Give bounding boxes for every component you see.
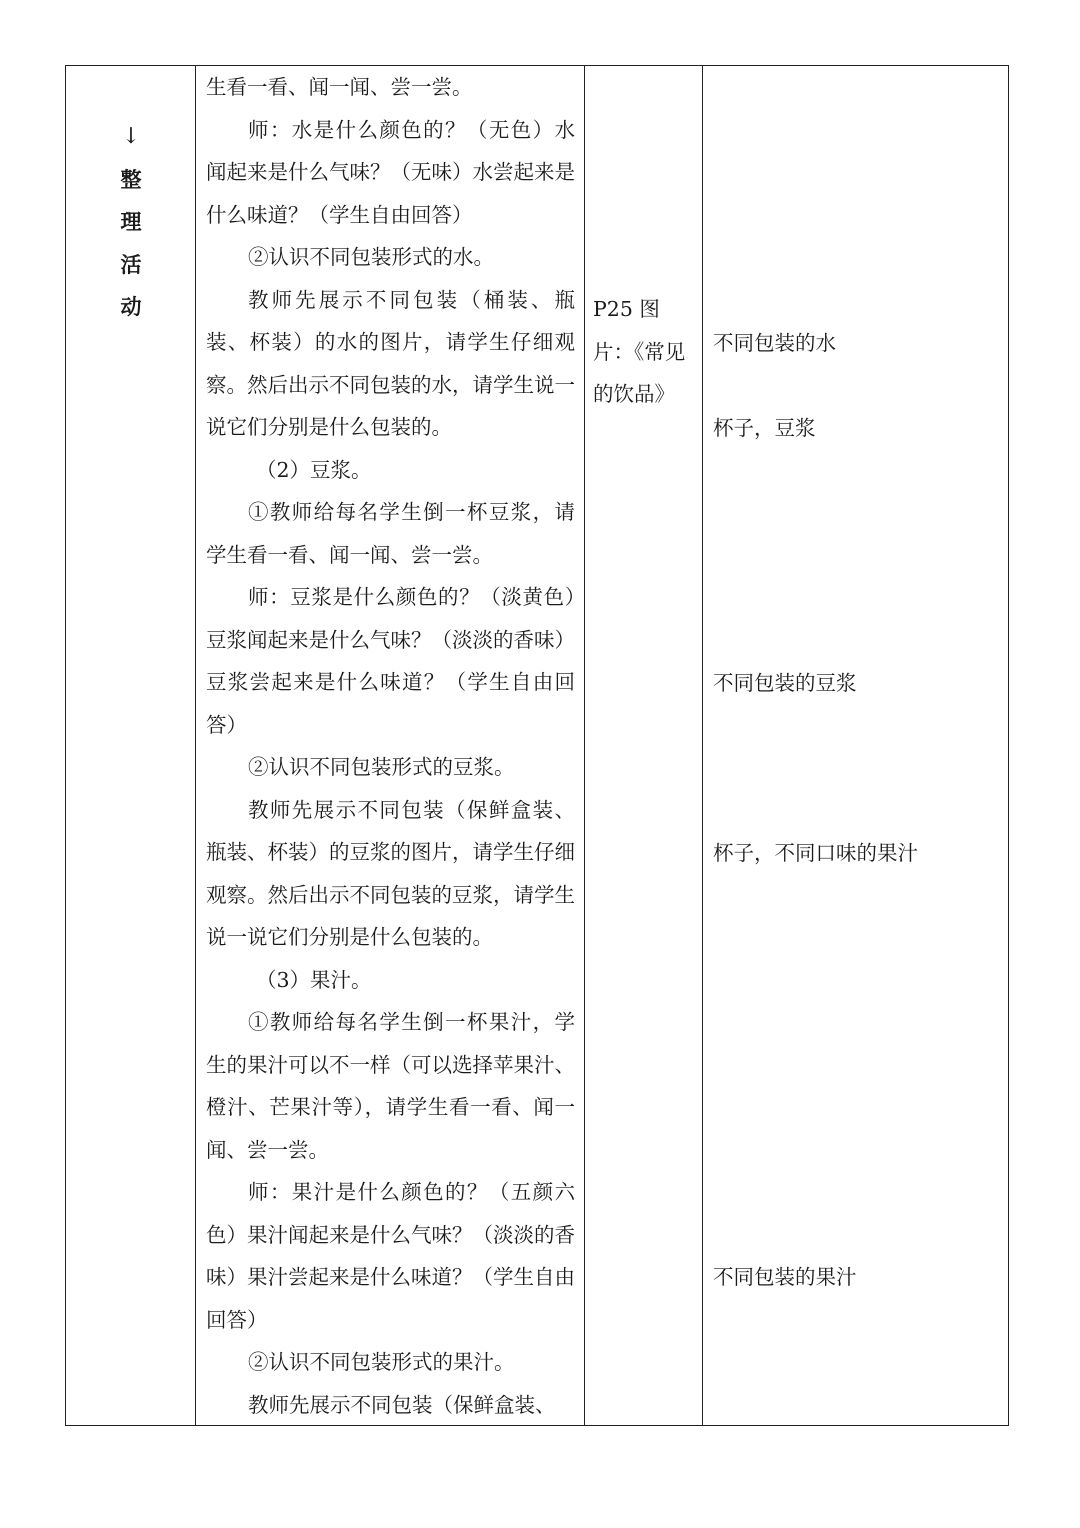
activity-text: [206, 66, 575, 1426]
down-arrow-icon: ↓: [121, 124, 141, 149]
stage-char: 理: [120, 209, 142, 234]
stage-char: 活: [120, 251, 142, 277]
paragraph: ①教师给每名学生倒一杯果汁，学生的果汁可以不一样（可以选择苹果汁、橙汁、芒果汁等），请学生看一看、闻一闻、尝一尝。: [206, 1010, 575, 1162]
resource-column: [585, 66, 703, 1425]
prep-item: 杯子，不同口味的果汁: [713, 841, 918, 865]
preparation-column: [703, 66, 1010, 1425]
prep-item: 杯子，豆浆: [713, 416, 816, 440]
paragraph: 教师先展示不同包装（保鲜盒装、: [248, 1392, 556, 1417]
lesson-plan-table: [65, 65, 1009, 1426]
paragraph: （2）豆浆。: [256, 457, 372, 482]
resource-text: P25 图片：《常见的饮品》: [593, 297, 686, 406]
prep-item: 不同包装的水: [713, 331, 836, 355]
stage-column: [66, 66, 196, 1425]
paragraph: 教师先展示不同包装（保鲜盒装、瓶装、杯装）的豆浆的图片，请学生仔细观察。然后出示不同包装的豆浆，请学生说一说它们分别是什么包装的。: [206, 797, 575, 949]
paragraph: ②认识不同包装形式的豆浆。: [248, 755, 515, 779]
prep-item: 不同包装的豆浆: [713, 671, 857, 695]
paragraph: ②认识不同包装形式的果汁。: [248, 1350, 515, 1374]
paragraph: 生看一看、闻一闻、尝一尝。: [206, 75, 473, 99]
paragraph: ①教师给每名学生倒一杯豆浆，请学生看一看、闻一闻、尝一尝。: [206, 500, 575, 567]
paragraph: 教师先展示不同包装（桶装、瓶装、杯装）的水的图片，请学生仔细观察。然后出示不同包装的水，请学生说一说它们分别是什么包装的。: [206, 287, 575, 439]
activity-content-column: [196, 66, 585, 1425]
paragraph: ②认识不同包装形式的水。: [248, 245, 494, 269]
paragraph: 师：豆浆是什么颜色的？（淡黄色）豆浆闻起来是什么气味？（淡淡的香味）豆浆尝起来是什么味道？（学生自由回答）: [206, 585, 575, 737]
paragraph: 师：水是什么颜色的？（无色）水闻起来是什么气味？（无味）水尝起来是什么味道？（学生自由回答）: [206, 117, 575, 227]
prep-item: 不同包装的果汁: [713, 1265, 857, 1289]
stage-label: [66, 116, 196, 329]
paragraph: 师：果汁是什么颜色的？（五颜六色）果汁闻起来是什么气味？（淡淡的香味）果汁尝起来是什么味道？（学生自由回答）: [206, 1180, 575, 1332]
paragraph: （3）果汁。: [256, 967, 372, 992]
stage-char: 整: [120, 166, 142, 192]
stage-char: 动: [120, 294, 142, 319]
